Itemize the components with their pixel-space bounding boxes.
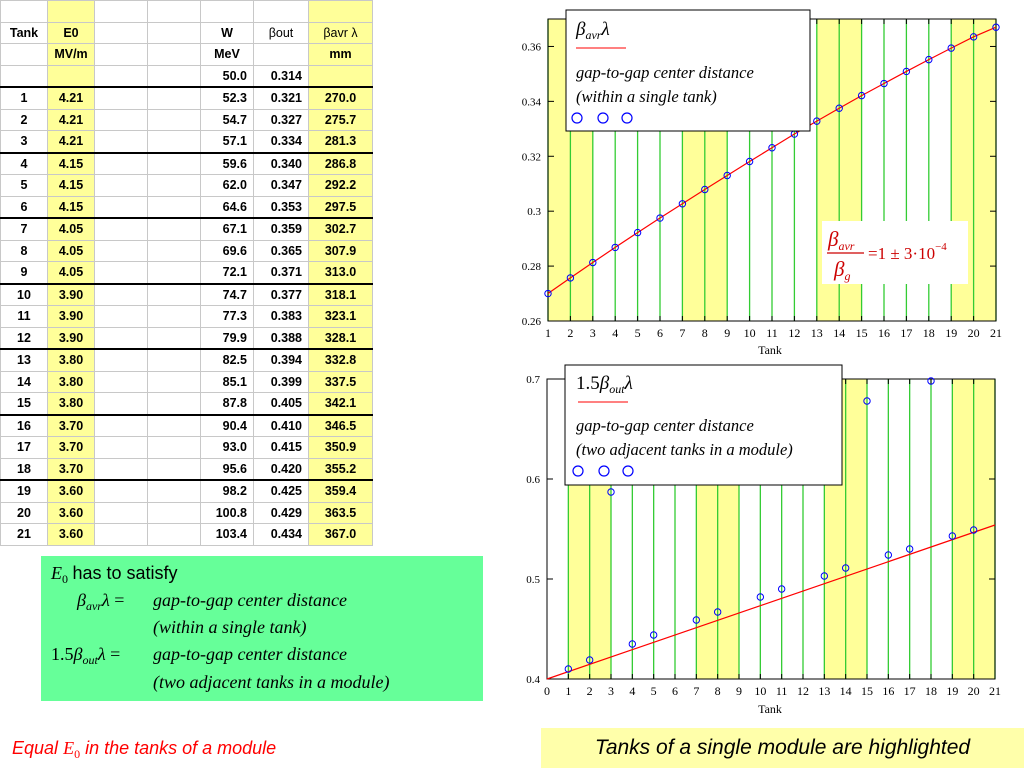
cell-e0: 4.15 — [48, 196, 95, 218]
cell-bavr: 346.5 — [309, 415, 373, 437]
x-axis-label: Tank — [758, 343, 782, 357]
cell-e0: 3.70 — [48, 437, 95, 459]
condition-line5: (two adjacent tanks in a module) — [153, 672, 390, 692]
condition-line1: $E_0$ has to satisfy — [51, 563, 178, 586]
table-row — [1, 262, 373, 284]
cell-tank: 7 — [1, 218, 48, 240]
cell-w: 74.7 — [201, 284, 254, 306]
cell-w: 103.4 — [201, 524, 254, 546]
cell-tank: 1 — [1, 87, 48, 109]
table-row — [1, 240, 373, 262]
x-tick-label: 9 — [736, 684, 742, 698]
cell-tank: 12 — [1, 327, 48, 349]
x-tick-label: 6 — [657, 326, 663, 340]
legend-box — [566, 10, 810, 131]
cell-e0: 4.15 — [48, 175, 95, 197]
cell-w: 64.6 — [201, 196, 254, 218]
cell-tank: 11 — [1, 306, 48, 328]
fit-line — [547, 525, 995, 679]
condition-line2: gap-to-gap center distance — [153, 590, 347, 610]
y-tick-label: 0.3 — [527, 206, 541, 219]
legend-symbol: $1.5\beta_{out}\lambda$ — [576, 373, 633, 396]
cell-bavr: 318.1 — [309, 284, 373, 306]
x-tick-label: 14 — [833, 326, 846, 340]
x-tick-label: 1 — [565, 684, 572, 698]
condition-symbol-avr: $\beta_{avr}\lambda$ = — [77, 590, 125, 613]
x-tick-label: 3 — [608, 684, 614, 698]
cell-e0: 4.21 — [48, 131, 95, 153]
x-tick-label: 0 — [544, 684, 550, 698]
ratio-formula — [822, 221, 968, 284]
cell-bavr: 323.1 — [309, 306, 373, 328]
x-tick-label: 20 — [967, 326, 980, 340]
cell-w: 57.1 — [201, 131, 254, 153]
y-tick-label: 0.34 — [521, 96, 541, 109]
cell-w: 52.3 — [201, 87, 254, 109]
table-row — [1, 371, 373, 393]
y-tick-label: 0.32 — [521, 151, 541, 164]
cell-w: 67.1 — [201, 218, 254, 240]
x-tick-label: 5 — [650, 684, 657, 698]
cell-e0: 4.21 — [48, 87, 95, 109]
x-tick-label: 13 — [818, 684, 831, 698]
x-tick-label: 11 — [766, 326, 778, 340]
cell-e0: 4.05 — [48, 218, 95, 240]
unit-e0: MV/m — [48, 44, 95, 66]
cell-bavr: 302.7 — [309, 218, 373, 240]
x-tick-label: 11 — [775, 684, 788, 698]
cell-bavr: 270.0 — [309, 87, 373, 109]
table-row — [1, 153, 373, 175]
cell-tank: 9 — [1, 262, 48, 284]
cell-tank: 13 — [1, 349, 48, 371]
col-header-bavr: βavr λ — [309, 22, 373, 44]
x-tick-label: 12 — [797, 684, 809, 698]
cell-bout: 0.365 — [254, 240, 309, 262]
condition-line4: gap-to-gap center distance — [153, 644, 347, 664]
cell-e0: 3.90 — [48, 306, 95, 328]
highlight-note: Tanks of a single module are highlighted — [541, 728, 1024, 768]
cell-e0: 4.15 — [48, 153, 95, 175]
cell-tank: 4 — [1, 153, 48, 175]
cell-bavr: 307.9 — [309, 240, 373, 262]
x-tick-label: 20 — [967, 684, 980, 698]
initial-bout: 0.314 — [254, 65, 309, 87]
x-tick-label: 16 — [878, 326, 890, 340]
y-tick-label: 0.4 — [526, 674, 540, 686]
x-tick-label: 7 — [693, 684, 700, 698]
x-axis-label: Tank — [758, 702, 782, 716]
table-row — [1, 393, 373, 415]
col-header-bout: βout — [254, 22, 309, 44]
x-tick-label: 12 — [788, 326, 801, 340]
cell-bavr: 350.9 — [309, 437, 373, 459]
cell-w: 98.2 — [201, 480, 254, 502]
y-tick-label: 0.6 — [526, 474, 540, 486]
cell-tank: 17 — [1, 437, 48, 459]
x-tick-label: 21 — [989, 684, 1001, 698]
x-tick-label: 1 — [545, 326, 551, 340]
cell-bout: 0.347 — [254, 175, 309, 197]
table-row — [1, 524, 373, 546]
unit-bavr: mm — [309, 44, 373, 66]
cell-e0: 3.80 — [48, 371, 95, 393]
x-tick-label: 2 — [567, 326, 574, 340]
cell-tank: 10 — [1, 284, 48, 306]
cell-e0: 3.60 — [48, 524, 95, 546]
cell-bout: 0.383 — [254, 306, 309, 328]
cell-bout: 0.327 — [254, 109, 309, 131]
cell-e0: 3.90 — [48, 284, 95, 306]
table-row — [1, 284, 373, 306]
table-row — [1, 437, 373, 459]
col-header-tank: Tank — [1, 22, 48, 44]
cell-tank: 19 — [1, 480, 48, 502]
cell-bout: 0.340 — [254, 153, 309, 175]
cell-w: 100.8 — [201, 502, 254, 524]
x-tick-label: 10 — [754, 684, 767, 698]
cell-bavr: 359.4 — [309, 480, 373, 502]
x-tick-label: 2 — [586, 684, 593, 698]
table-row — [1, 415, 373, 437]
cell-bout: 0.405 — [254, 393, 309, 415]
cell-tank: 16 — [1, 415, 48, 437]
x-tick-label: 19 — [945, 326, 958, 340]
legend-box — [565, 365, 842, 485]
cell-bavr: 297.5 — [309, 196, 373, 218]
cell-e0: 3.80 — [48, 393, 95, 415]
y-tick-label: 0.28 — [521, 261, 541, 274]
cell-w: 69.6 — [201, 240, 254, 262]
x-tick-label: 4 — [612, 326, 619, 340]
table-spacer-row — [1, 1, 373, 23]
cell-bout: 0.429 — [254, 502, 309, 524]
x-tick-label: 3 — [589, 326, 596, 340]
cell-bout: 0.410 — [254, 415, 309, 437]
table-row — [1, 175, 373, 197]
x-tick-label: 9 — [724, 326, 731, 340]
table-unit-row — [1, 44, 373, 66]
table-row — [1, 218, 373, 240]
svg-text:βg: βg — [834, 257, 851, 283]
cell-tank: 14 — [1, 371, 48, 393]
cell-bavr: 328.1 — [309, 327, 373, 349]
cell-bavr: 292.2 — [309, 175, 373, 197]
cell-bout: 0.353 — [254, 196, 309, 218]
cell-w: 62.0 — [201, 175, 254, 197]
formula-rhs: $=1 \pm 3\cdot 10^{-4}$ — [868, 241, 947, 263]
cell-tank: 5 — [1, 175, 48, 197]
x-tick-label: 7 — [679, 326, 686, 340]
y-tick-label: 0.26 — [521, 316, 541, 328]
beta-avr-chart — [504, 0, 1024, 360]
cell-bout: 0.371 — [254, 262, 309, 284]
legend-line3: (two adjacent tanks in a module) — [576, 440, 793, 459]
legend-line2: gap-to-gap center distance — [576, 63, 754, 82]
table-row — [1, 458, 373, 480]
x-tick-label: 8 — [714, 684, 721, 698]
legend-line3: (within a single tank) — [576, 87, 717, 106]
cell-bavr: 275.7 — [309, 109, 373, 131]
cell-bavr: 355.2 — [309, 458, 373, 480]
cell-bout: 0.359 — [254, 218, 309, 240]
table-row — [1, 87, 373, 109]
unit-w: MeV — [201, 44, 254, 66]
table-row — [1, 109, 373, 131]
cell-tank: 2 — [1, 109, 48, 131]
x-tick-label: 4 — [629, 684, 636, 698]
col-header-w: W — [201, 22, 254, 44]
cell-bout: 0.434 — [254, 524, 309, 546]
cell-bavr: 363.5 — [309, 502, 373, 524]
cell-tank: 8 — [1, 240, 48, 262]
x-tick-label: 15 — [855, 326, 868, 340]
condition-box — [41, 556, 483, 701]
cell-bout: 0.388 — [254, 327, 309, 349]
cell-bavr: 313.0 — [309, 262, 373, 284]
cell-e0: 3.60 — [48, 502, 95, 524]
cell-bavr: 367.0 — [309, 524, 373, 546]
cell-w: 54.7 — [201, 109, 254, 131]
cell-bout: 0.377 — [254, 284, 309, 306]
table-initial-row — [1, 65, 373, 87]
cell-tank: 15 — [1, 393, 48, 415]
x-tick-label: 18 — [922, 326, 935, 340]
cell-w: 79.9 — [201, 327, 254, 349]
cell-bavr: 332.8 — [309, 349, 373, 371]
x-tick-label: 19 — [946, 684, 959, 698]
table-row — [1, 131, 373, 153]
x-tick-label: 6 — [672, 684, 678, 698]
cell-bout: 0.394 — [254, 349, 309, 371]
svg-text:βavr: βavr — [828, 227, 855, 253]
x-tick-label: 21 — [990, 326, 1002, 340]
cell-bavr: 342.1 — [309, 393, 373, 415]
cell-e0: 4.05 — [48, 262, 95, 284]
cell-tank: 20 — [1, 502, 48, 524]
x-tick-label: 15 — [861, 684, 873, 698]
cell-bout: 0.425 — [254, 480, 309, 502]
cell-e0: 3.70 — [48, 415, 95, 437]
cell-bout: 0.415 — [254, 437, 309, 459]
cell-w: 77.3 — [201, 306, 254, 328]
x-tick-label: 10 — [743, 326, 756, 340]
x-tick-label: 18 — [925, 684, 937, 698]
cell-bout: 0.321 — [254, 87, 309, 109]
cell-w: 93.0 — [201, 437, 254, 459]
x-tick-label: 5 — [634, 326, 641, 340]
cell-bavr: 337.5 — [309, 371, 373, 393]
table-header-row — [1, 22, 373, 44]
y-tick-label: 0.36 — [521, 41, 541, 54]
table-row — [1, 327, 373, 349]
cell-e0: 3.70 — [48, 458, 95, 480]
cell-tank: 6 — [1, 196, 48, 218]
cell-tank: 3 — [1, 131, 48, 153]
y-tick-label: 0.5 — [526, 574, 540, 586]
cell-w: 87.8 — [201, 393, 254, 415]
condition-line3: (within a single tank) — [153, 617, 307, 637]
x-tick-label: 13 — [810, 326, 823, 340]
x-tick-label: 16 — [882, 684, 895, 698]
x-tick-label: 14 — [839, 684, 852, 698]
equal-e0-note: Equal $E_0$ in the tanks of a module — [12, 738, 277, 761]
condition-symbol-out: $1.5\beta_{out}\lambda$ = — [51, 644, 121, 667]
cell-e0: 4.21 — [48, 109, 95, 131]
cell-bavr: 281.3 — [309, 131, 373, 153]
cell-tank: 18 — [1, 458, 48, 480]
x-tick-label: 8 — [701, 326, 708, 340]
y-tick-label: 0.7 — [526, 374, 540, 386]
cell-e0: 4.05 — [48, 240, 95, 262]
cell-bout: 0.334 — [254, 131, 309, 153]
col-header-e0: E0 — [48, 22, 95, 44]
cell-w: 82.5 — [201, 349, 254, 371]
cell-bavr: 286.8 — [309, 153, 373, 175]
beta-out-chart — [504, 360, 1024, 720]
legend-line2: gap-to-gap center distance — [576, 416, 754, 435]
cell-w: 85.1 — [201, 371, 254, 393]
cell-bout: 0.399 — [254, 371, 309, 393]
x-tick-label: 17 — [900, 326, 913, 340]
cell-e0: 3.80 — [48, 349, 95, 371]
data-table — [0, 0, 373, 546]
cell-w: 59.6 — [201, 153, 254, 175]
cell-e0: 3.90 — [48, 327, 95, 349]
table-row — [1, 196, 373, 218]
table-row — [1, 502, 373, 524]
table-row — [1, 349, 373, 371]
initial-w: 50.0 — [201, 65, 254, 87]
table-row — [1, 480, 373, 502]
legend-symbol: $\beta_{avr}\lambda$ — [576, 19, 610, 42]
cell-tank: 21 — [1, 524, 48, 546]
cell-w: 72.1 — [201, 262, 254, 284]
x-tick-label: 17 — [903, 684, 916, 698]
cell-w: 90.4 — [201, 415, 254, 437]
table-row — [1, 306, 373, 328]
cell-e0: 3.60 — [48, 480, 95, 502]
cell-bout: 0.420 — [254, 458, 309, 480]
cell-w: 95.6 — [201, 458, 254, 480]
